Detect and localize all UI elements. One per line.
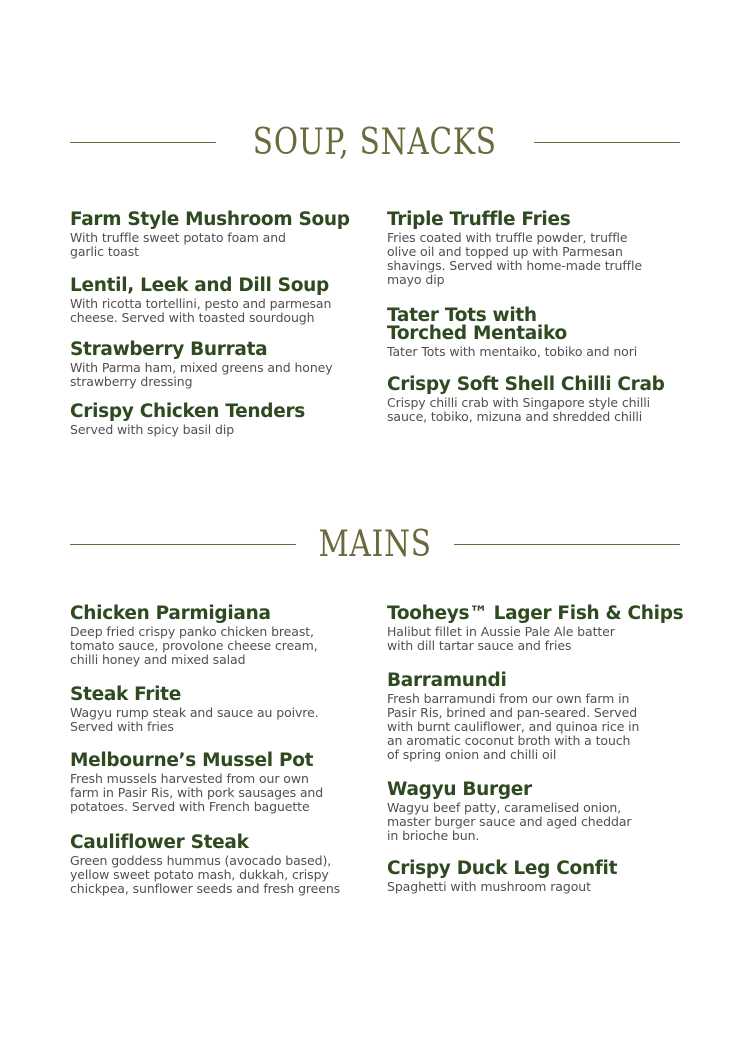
menu-item	[387, 781, 685, 843]
item-name: Farm Style Mushroom Soup	[70, 209, 350, 230]
menu-item	[387, 605, 685, 653]
divider-line	[534, 142, 680, 143]
item-name: Barramundi	[387, 670, 507, 691]
item-description: Fries coated with truffle powder, truffle olive oil and topped up with Parmesan shavings. Served with home-made truffle mayo dip	[387, 230, 642, 287]
menu-item	[70, 403, 368, 437]
item-description: Fresh mussels harvested from our own farm in Pasir Ris, with pork sausages and potatoes. Served with French baguette	[70, 771, 324, 814]
item-description: Crispy chilli crab with Singapore style chilli sauce, tobiko, mizuna and shredded chilli	[387, 395, 650, 424]
item-name: Steak Frite	[70, 684, 181, 705]
item-description: With ricotta tortellini, pesto and parmesan cheese. Served with toasted sourdough	[70, 296, 332, 325]
item-name: Tater Tots with Torched Mentaiko	[387, 305, 567, 344]
item-description: Wagyu beef patty, caramelised onion, master burger sauce and aged cheddar in brioche bun.	[387, 800, 632, 843]
item-description: Wagyu rump steak and sauce au poivre. Served with fries	[70, 705, 319, 734]
item-description: Spaghetti with mushroom ragout	[387, 879, 591, 894]
menu-item	[70, 686, 368, 734]
menu-item	[387, 307, 685, 359]
item-name: Chicken Parmigiana	[70, 603, 271, 624]
item-description: Halibut fillet in Aussie Pale Ale batter with dill tartar sauce and fries	[387, 624, 615, 653]
section-header-mains	[70, 524, 680, 565]
item-name: Wagyu Burger	[387, 779, 532, 800]
item-name: Lentil, Leek and Dill Soup	[70, 275, 329, 296]
item-description: With truffle sweet potato foam and garlic toast	[70, 230, 286, 259]
divider-line	[70, 142, 216, 143]
item-name: Crispy Duck Leg Confit	[387, 858, 618, 879]
item-description: Green goddess hummus (avocado based), yellow sweet potato mash, dukkah, crispy chickpea, sunflower seeds and fresh greens	[70, 853, 341, 896]
section-header-soup-snacks	[70, 122, 680, 163]
item-description: Tater Tots with mentaiko, tobiko and nori	[387, 344, 638, 359]
menu-item	[387, 211, 685, 287]
item-description: Deep fried crispy panko chicken breast, tomato sauce, provolone cheese cream, chilli honey and mixed salad	[70, 624, 318, 667]
item-name: Triple Truffle Fries	[387, 209, 571, 230]
menu-item	[387, 860, 685, 894]
divider-line	[454, 544, 680, 545]
item-name: Strawberry Burrata	[70, 339, 268, 360]
section-title: MAINS	[318, 524, 432, 565]
section-title: SOUP, SNACKS	[252, 122, 498, 163]
item-description: With Parma ham, mixed greens and honey strawberry dressing	[70, 360, 333, 389]
item-name: Crispy Chicken Tenders	[70, 401, 306, 422]
item-name: Crispy Soft Shell Chilli Crab	[387, 374, 665, 395]
item-name: Tooheys™ Lager Fish & Chips	[387, 603, 684, 624]
divider-line	[70, 544, 296, 545]
menu-item	[70, 834, 368, 896]
menu-item	[70, 605, 368, 667]
item-name: Melbourne’s Mussel Pot	[70, 750, 314, 771]
menu-item	[70, 752, 368, 814]
menu-item	[70, 277, 368, 325]
menu-item	[70, 341, 368, 389]
menu-item	[387, 376, 685, 424]
menu-item	[387, 672, 685, 762]
item-description: Served with spicy basil dip	[70, 422, 235, 437]
item-name: Cauliflower Steak	[70, 832, 249, 853]
item-description: Fresh barramundi from our own farm in Pasir Ris, brined and pan-seared. Served with burnt cauliflower, and quinoa rice in an aromatic coconut broth with a touch of spring onion and chilli oil	[387, 691, 640, 762]
menu-item	[70, 211, 368, 259]
